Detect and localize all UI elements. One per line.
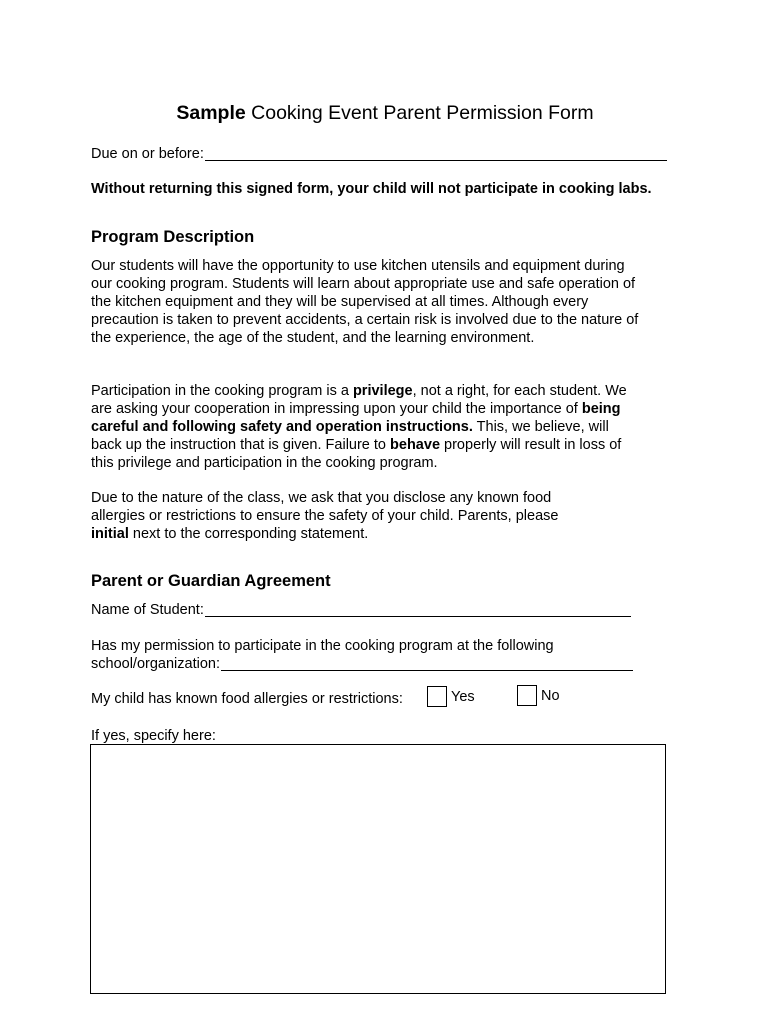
p3-bold-initial: initial <box>91 526 129 542</box>
specify-label: If yes, specify here: <box>91 728 216 744</box>
due-date-field[interactable] <box>91 145 667 163</box>
p2-text-e: This, we believe, will back up the instruction that is given. Failure to <box>91 419 609 453</box>
school-field[interactable] <box>91 655 633 673</box>
allergy-yes-option[interactable] <box>427 686 475 707</box>
p2-text-a: Participation in the cooking program is a <box>91 383 353 399</box>
allergy-details-textarea[interactable] <box>90 744 666 994</box>
title-rest: Cooking Event Parent Permission Form <box>245 102 594 124</box>
yes-checkbox[interactable] <box>427 686 447 707</box>
page-title <box>0 102 770 125</box>
program-paragraph-3 <box>91 489 591 543</box>
agreement-heading: Parent or Guardian Agreement <box>91 572 331 590</box>
permission-text: Has my permission to participate in the cooking program at the following <box>91 638 554 654</box>
p2-bold-behave: behave <box>390 437 441 453</box>
allergy-question: My child has known food allergies or restrictions: <box>91 691 403 707</box>
program-heading: Program Description <box>91 228 255 246</box>
student-name-field[interactable] <box>91 601 631 619</box>
student-name-line[interactable] <box>205 615 631 617</box>
p2-bold-privilege: privilege <box>352 383 413 399</box>
due-date-label: Due on or before: <box>91 146 204 162</box>
p3-text-c: next to the corresponding statement. <box>128 526 369 542</box>
no-checkbox[interactable] <box>517 685 537 706</box>
program-paragraph-1: Our students will have the opportunity to use kitchen utensils and equipment during our cooking program. Students will learn about appropriate use and safe operation of the kitchen equipment and they will be supervised at all times. Although every precaution is taken to prevent accidents, a certain risk is involved due to the nature of the experience, the age of the student, and the learning environment. <box>91 258 639 346</box>
warning-text: Without returning this signed form, your child will not participate in cooking labs. <box>91 181 652 197</box>
school-label: school/organization: <box>91 656 220 672</box>
p3-text-a: Due to the nature of the class, we ask that you disclose any known food allergies or restrictions to ensure the safety of your child. Parents, please <box>91 490 559 524</box>
student-name-label: Name of Student: <box>91 602 204 618</box>
title-bold: Sample <box>176 102 246 124</box>
p2-text-g: properly will result in loss of this privilege and participation in the cooking program. <box>91 437 622 471</box>
allergy-no-option[interactable] <box>517 685 560 706</box>
due-date-line[interactable] <box>205 159 667 161</box>
p2-text-c: , not a right, for each student. We are asking your cooperation in impressing upon your child the importance of <box>91 383 627 417</box>
school-line[interactable] <box>221 669 633 671</box>
p2-bold-safety: being careful and following safety and operation instructions. <box>91 401 621 435</box>
no-label: No <box>541 687 560 704</box>
yes-label: Yes <box>451 688 475 705</box>
program-paragraph-2 <box>91 382 636 472</box>
